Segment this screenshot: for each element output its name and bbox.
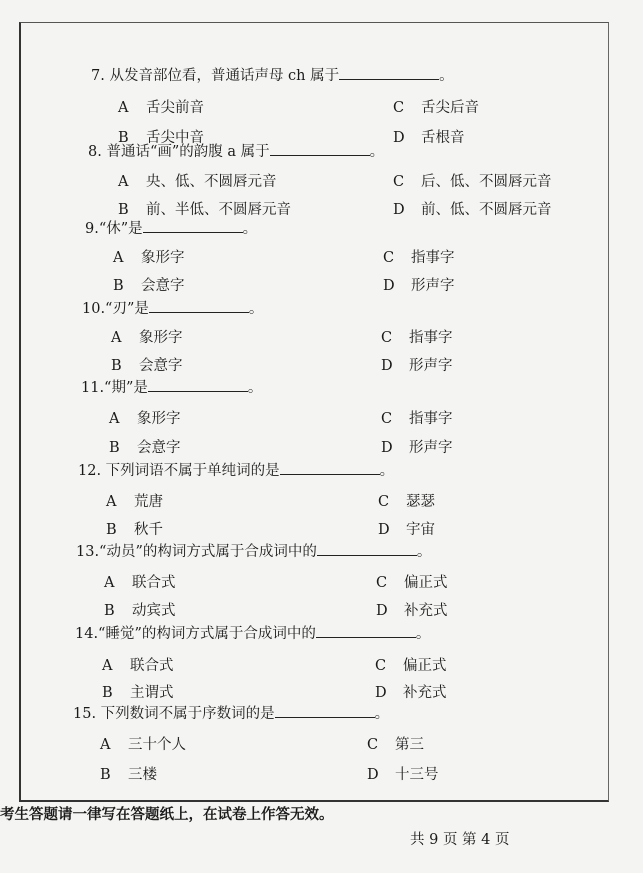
question-end: 。 <box>379 463 395 479</box>
option-text: 指事字 <box>409 330 453 346</box>
option-letter: A <box>111 330 122 346</box>
question-stem <box>78 459 394 480</box>
option-b <box>100 763 157 784</box>
question-text: 9.“休”是 <box>85 221 143 237</box>
answer-blank <box>149 300 249 313</box>
option-letter: A <box>106 494 117 510</box>
option-text: 主谓式 <box>130 685 174 701</box>
option-d <box>367 763 439 784</box>
option-c <box>381 326 453 347</box>
option-text: 动宾式 <box>132 603 176 619</box>
option-a <box>113 246 185 267</box>
option-text: 象形字 <box>141 250 185 266</box>
option-text: 宇宙 <box>406 522 435 538</box>
answer-blank <box>275 705 375 718</box>
question-stem <box>73 702 389 723</box>
option-b <box>111 354 183 375</box>
option-letter: B <box>118 202 129 218</box>
option-text: 会意字 <box>141 278 185 294</box>
option-text: 舌根音 <box>421 130 465 146</box>
question-end: 。 <box>248 301 264 317</box>
question-text: 11.“期”是 <box>81 380 148 396</box>
question-text: 13.“动员”的构词方式属于合成词中的 <box>76 544 317 560</box>
option-b <box>104 599 176 620</box>
question-stem <box>82 297 263 318</box>
question-end: 。 <box>416 544 432 560</box>
option-letter: D <box>383 278 395 294</box>
option-text: 三楼 <box>128 767 157 783</box>
option-a <box>109 407 181 428</box>
option-letter: C <box>381 330 393 346</box>
option-c <box>375 654 447 675</box>
option-letter: D <box>381 440 393 456</box>
option-text: 会意字 <box>139 358 183 374</box>
option-d <box>383 274 455 295</box>
option-letter: B <box>106 522 117 538</box>
option-letter: B <box>111 358 122 374</box>
option-text: 舌尖后音 <box>421 100 479 116</box>
option-a <box>118 170 277 191</box>
option-text: 舌尖前音 <box>146 100 204 116</box>
option-letter: B <box>113 278 124 294</box>
option-text: 前、低、不圆唇元音 <box>421 202 552 218</box>
question-text: 12. 下列词语不属于单纯词的是 <box>78 463 280 479</box>
option-letter: B <box>104 603 115 619</box>
question-text: 7. 从发音部位看，普通话声母 ch 属于 <box>91 68 340 84</box>
option-letter: A <box>109 411 120 427</box>
option-letter: B <box>102 685 113 701</box>
question-stem <box>85 217 257 238</box>
option-letter: C <box>378 494 390 510</box>
option-letter: A <box>100 737 111 753</box>
option-text: 前、半低、不圆唇元音 <box>146 202 291 218</box>
option-a <box>104 571 176 592</box>
option-text: 偏正式 <box>404 575 448 591</box>
page-number: 共 9 页 第 4 页 <box>410 832 510 848</box>
question-end: 。 <box>369 144 385 160</box>
option-letter: D <box>375 685 387 701</box>
question-end: 。 <box>415 626 431 642</box>
option-text: 联合式 <box>132 575 176 591</box>
option-letter: A <box>102 658 113 674</box>
option-letter: C <box>383 250 395 266</box>
option-text: 瑟瑟 <box>406 494 435 510</box>
option-letter: D <box>393 202 405 218</box>
option-letter: C <box>367 737 379 753</box>
option-text: 形声字 <box>411 278 455 294</box>
option-letter: C <box>393 174 405 190</box>
option-letter: A <box>113 250 124 266</box>
question-end: 。 <box>439 68 454 84</box>
option-letter: C <box>376 575 388 591</box>
option-text: 指事字 <box>411 250 455 266</box>
answer-blank <box>317 543 417 556</box>
option-letter: C <box>381 411 393 427</box>
option-text: 秋千 <box>134 522 163 538</box>
question-end: 。 <box>247 380 263 396</box>
option-text: 象形字 <box>137 411 181 427</box>
answer-blank <box>148 379 248 392</box>
option-text: 十三号 <box>395 767 439 783</box>
question-stem <box>88 140 384 161</box>
option-letter: D <box>381 358 393 374</box>
option-text: 央、低、不圆唇元音 <box>146 174 277 190</box>
option-letter: A <box>104 575 115 591</box>
option-letter: D <box>367 767 379 783</box>
question-stem <box>81 376 262 397</box>
option-b <box>106 518 163 539</box>
option-d <box>393 126 465 147</box>
option-d <box>381 354 453 375</box>
option-text: 联合式 <box>130 658 174 674</box>
option-d <box>378 518 435 539</box>
answer-blank <box>339 67 439 80</box>
option-c <box>393 96 479 117</box>
option-letter: B <box>109 440 120 456</box>
option-letter: B <box>100 767 111 783</box>
option-letter: B <box>118 130 129 146</box>
option-letter: A <box>118 174 129 190</box>
option-c <box>378 490 435 511</box>
option-text: 会意字 <box>137 440 181 456</box>
option-text: 第三 <box>395 737 424 753</box>
option-b <box>109 436 181 457</box>
option-c <box>383 246 455 267</box>
option-text: 补充式 <box>403 685 447 701</box>
option-letter: A <box>118 100 129 116</box>
answer-blank <box>280 462 380 475</box>
option-d <box>393 198 552 219</box>
option-text: 象形字 <box>139 330 183 346</box>
question-text: 8. 普通话“画”的韵腹 a 属于 <box>88 144 270 160</box>
answer-blank <box>143 220 243 233</box>
question-text: 15. 下列数词不属于序数词的是 <box>73 706 275 722</box>
question-stem <box>76 540 431 561</box>
option-letter: C <box>375 658 387 674</box>
footer-note: 考生答题请一律写在答题纸上，在试卷上作答无效。 <box>0 806 334 823</box>
option-text: 三十个人 <box>128 737 186 753</box>
option-letter: D <box>393 130 405 146</box>
option-text: 后、低、不圆唇元音 <box>421 174 552 190</box>
option-text: 形声字 <box>409 440 453 456</box>
answer-blank <box>270 143 370 156</box>
option-text: 形声字 <box>409 358 453 374</box>
option-letter: D <box>376 603 388 619</box>
option-b <box>118 198 291 219</box>
option-c <box>376 571 448 592</box>
option-b <box>102 681 174 702</box>
option-c <box>393 170 552 191</box>
option-b <box>113 274 185 295</box>
option-text: 偏正式 <box>403 658 447 674</box>
option-d <box>375 681 447 702</box>
option-a <box>100 733 186 754</box>
option-letter: D <box>378 522 390 538</box>
question-end: 。 <box>374 706 390 722</box>
option-text: 荒唐 <box>134 494 163 510</box>
answer-blank <box>316 625 416 638</box>
option-letter: C <box>393 100 405 116</box>
option-d <box>381 436 453 457</box>
question-stem <box>75 622 430 643</box>
option-a <box>106 490 163 511</box>
option-a <box>118 96 204 117</box>
question-end: 。 <box>242 221 258 237</box>
question-text: 14.“睡觉”的构词方式属于合成词中的 <box>75 626 316 642</box>
option-text: 指事字 <box>409 411 453 427</box>
question-stem <box>91 64 454 85</box>
option-c <box>381 407 453 428</box>
option-c <box>367 733 424 754</box>
option-text: 舌尖中音 <box>146 130 204 146</box>
option-text: 补充式 <box>404 603 448 619</box>
question-text: 10.“刃”是 <box>82 301 149 317</box>
option-a <box>111 326 183 347</box>
option-a <box>102 654 174 675</box>
option-d <box>376 599 448 620</box>
